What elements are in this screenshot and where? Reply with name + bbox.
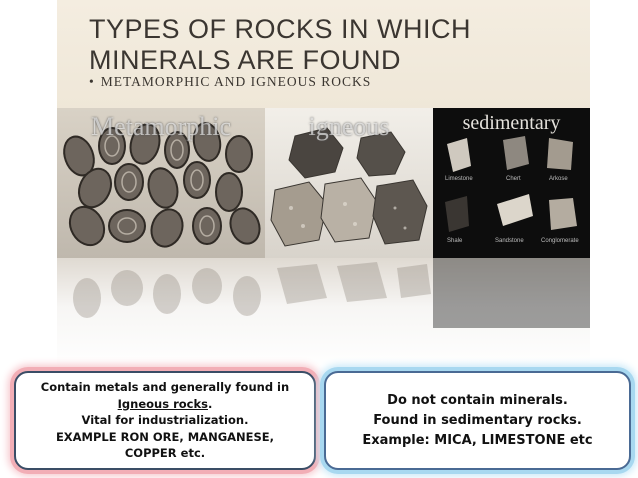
right-box-line1: Do not contain minerals. <box>387 392 568 408</box>
right-box-line3: Example: MICA, LIMESTONE etc <box>362 432 593 448</box>
image-reflection <box>57 258 590 368</box>
metamorphic-label: Metamorphic <box>90 112 232 141</box>
igneous-label: igneous <box>308 112 390 141</box>
left-box-line1: Contain metals and generally found in <box>40 380 290 395</box>
rock-label-conglomerate: Conglomerate <box>541 238 579 244</box>
igneous-panel <box>265 108 433 258</box>
left-box-line2-end: . <box>207 396 213 411</box>
reflection-shapes <box>57 258 590 368</box>
bullet-icon: • <box>89 74 95 89</box>
sedimentary-panel <box>433 108 590 258</box>
sedimentary-label: sedimentary <box>462 112 561 134</box>
left-box-line5: COPPER etc. <box>124 446 206 461</box>
rock-label-limestone: Limestone <box>445 176 473 182</box>
slide-subtitle <box>89 74 371 90</box>
left-box-line2 <box>118 396 213 413</box>
subtitle-text: METAMORPHIC AND IGNEOUS ROCKS <box>100 74 372 89</box>
rock-label-arkose: Arkose <box>549 176 568 182</box>
left-box-line4: EXAMPLE RON ORE, MANGANESE, <box>55 429 275 444</box>
rock-label-chert: Chert <box>506 176 521 182</box>
slide-image <box>57 0 590 258</box>
right-box-line2: Found in sedimentary rocks. <box>373 412 582 428</box>
rock-photos <box>57 108 590 258</box>
igneous-rocks-link[interactable]: Igneous rocks <box>117 396 208 411</box>
slide-title: TYPES OF ROCKS IN WHICH MINERALS ARE FOUND <box>89 14 472 75</box>
rock-label-sandstone: Sandstone <box>495 238 524 244</box>
left-box-line3: Vital for industrialization. <box>81 413 249 428</box>
metamorphic-panel <box>57 108 265 258</box>
metallic-minerals-box <box>14 371 316 470</box>
non-metallic-minerals-box <box>324 371 631 470</box>
rock-label-shale: Shale <box>447 238 463 244</box>
